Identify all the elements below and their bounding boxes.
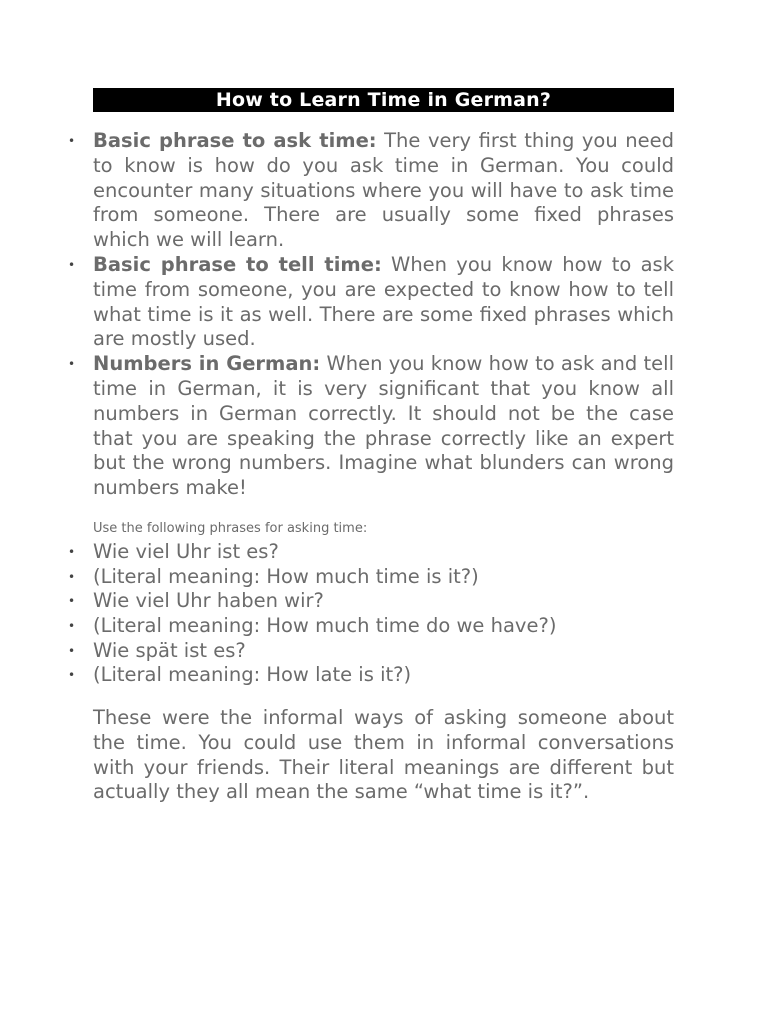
bullet-icon: •: [68, 643, 76, 658]
bullet-icon: •: [68, 544, 76, 559]
list-item: [68, 252, 674, 352]
bullet-icon: •: [68, 569, 76, 584]
list-item: [68, 638, 674, 664]
page-title: How to Learn Time in German?: [93, 88, 674, 112]
phrase-text: (Literal meaning: How late is it?): [93, 663, 412, 687]
topic-list: [68, 129, 675, 501]
topic-heading: Numbers in German:: [93, 352, 321, 376]
closing-paragraph: These were the informal ways of asking someone about the time. You could use them in informal conversations with your friends. Their literal meanings are different but actually they all mean the same “what time is it?”.: [93, 706, 674, 804]
phrases-intro: Use the following phrases for asking time:: [93, 520, 368, 536]
phrase-list: [68, 539, 674, 688]
list-item: [68, 663, 674, 688]
topic-heading: Basic phrase to tell time:: [93, 252, 382, 276]
bullet-icon: •: [68, 257, 76, 272]
phrase-text: (Literal meaning: How much time is it?): [93, 564, 479, 588]
phrase-text: Wie viel Uhr ist es?: [93, 539, 279, 563]
phrase-text: Wie spät ist es?: [93, 638, 246, 662]
phrase-text: Wie viel Uhr haben wir?: [93, 589, 324, 613]
bullet-icon: •: [68, 134, 76, 148]
bullet-icon: •: [68, 594, 76, 609]
topic-heading: Basic phrase to ask time:: [93, 129, 377, 152]
bullet-icon: •: [68, 357, 76, 372]
phrase-text: (Literal meaning: How much time do we have?): [93, 614, 557, 638]
topic-text: When you know how to ask and tell time in German, it is very significant that you know all numbers in German correctly. It should not be the case that you are speaking the phrase correctly like an expert but the wrong numbers. Imagine what blunders can wrong numbers make!: [93, 352, 675, 500]
list-item: [68, 129, 674, 253]
list-item: [68, 352, 675, 501]
topic-text: The very first thing you need to know is how do you ask time in German. You could encounter many situations where you will have to ask time from someone. There are usually some fixed phrases which we will learn.: [93, 129, 674, 252]
document-page: [68, 88, 675, 824]
list-item: [68, 614, 674, 639]
topic-text: When you know how to ask time from someone, you are expected to know how to tell what time is it as well. There are some fixed phrases which are mostly used.: [93, 252, 674, 351]
list-item: [68, 564, 674, 590]
list-item: [68, 589, 674, 614]
list-item: [68, 539, 674, 565]
bullet-icon: •: [68, 668, 76, 683]
bullet-icon: •: [68, 619, 76, 634]
